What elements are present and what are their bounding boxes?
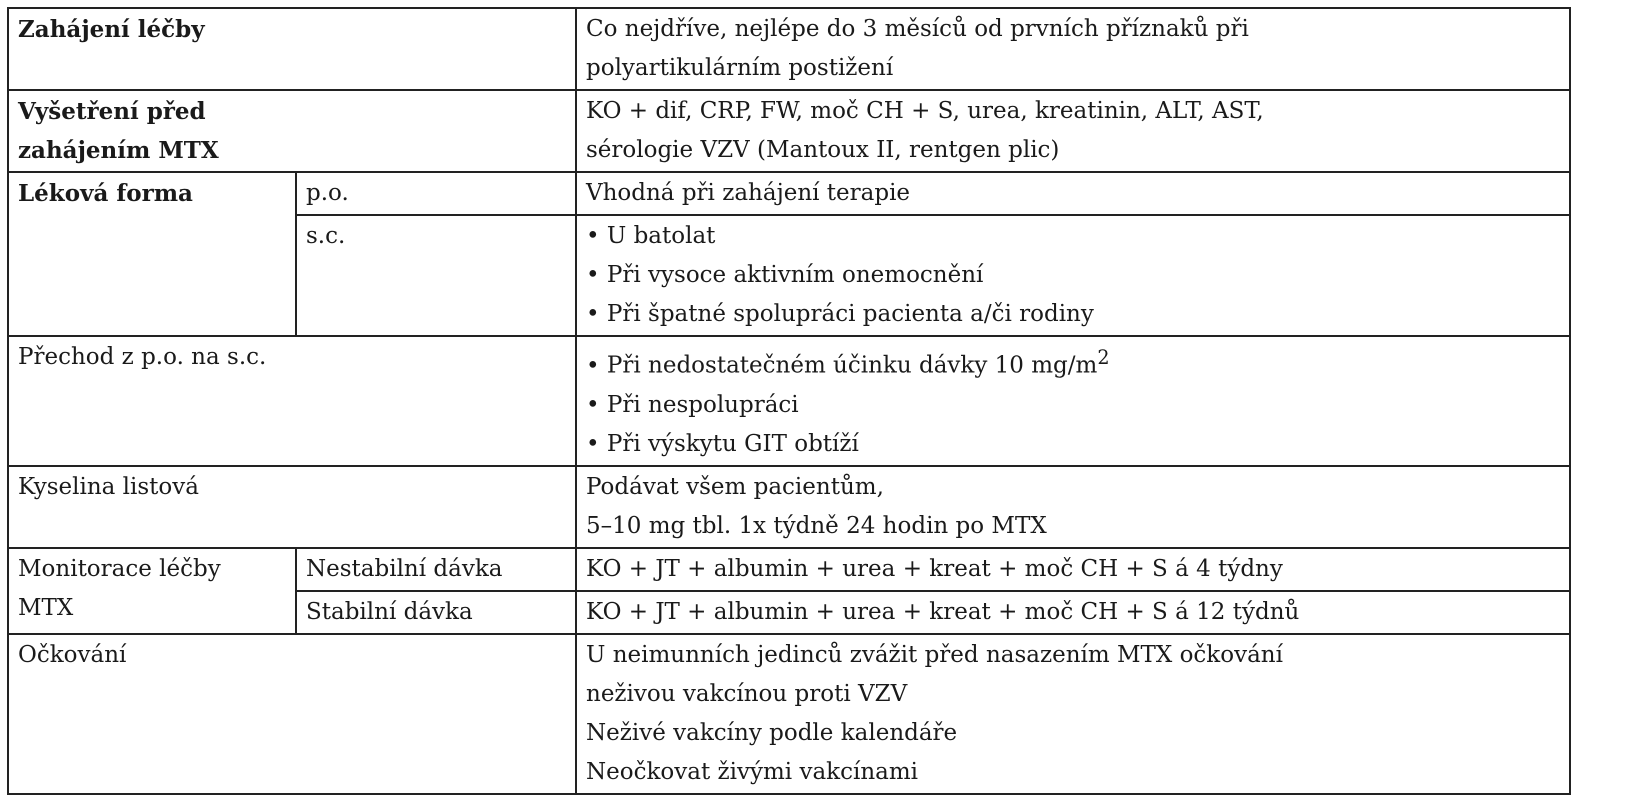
label-text: Zahájení léčby <box>18 16 205 43</box>
value-unstable-dose <box>576 548 1570 591</box>
value-treatment-start <box>576 8 1570 90</box>
mtx-recommendations-table <box>7 7 1571 795</box>
value-switch-po-sc <box>576 336 1570 466</box>
sub-label-sc <box>296 215 576 336</box>
bullet-item: • Při vysoce aktivním onemocnění <box>586 256 1561 295</box>
row-dosage-form-po <box>8 172 1570 215</box>
value-line: U neimunních jedinců zvážit před nasazením MTX očkování <box>586 641 1283 668</box>
value-line: Podávat všem pacientům, <box>586 473 884 500</box>
value-line: Neživé vakcíny podle kalendáře <box>586 719 958 746</box>
value-line: Neočkovat živými vakcínami <box>586 758 919 785</box>
label-text: Přechod z p.o. na s.c. <box>18 344 267 370</box>
value-vaccination <box>576 634 1570 794</box>
bullet-item <box>586 338 1561 386</box>
row-treatment-start <box>8 8 1570 90</box>
label-switch-po-sc <box>8 336 576 466</box>
row-pre-mtx-exam <box>8 90 1570 172</box>
label-text: Léková forma <box>18 180 193 207</box>
row-folic-acid <box>8 466 1570 548</box>
label-monitoring <box>8 548 296 634</box>
value-line: Co nejdříve, nejlépe do 3 měsíců od prvních příznaků při <box>586 16 1249 42</box>
label-dosage-form <box>8 172 296 336</box>
label-vaccination <box>8 634 576 794</box>
value-stable-dose <box>576 591 1570 634</box>
label-pre-mtx-exam <box>8 90 576 172</box>
sub-label-text: Nestabilní dávka <box>306 555 503 582</box>
value-line: KO + dif, CRP, FW, moč CH + S, urea, kreatinin, ALT, AST, <box>586 98 1264 124</box>
sub-label-text: p.o. <box>306 180 349 206</box>
value-pre-mtx-exam <box>576 90 1570 172</box>
label-line: MTX <box>18 594 74 621</box>
sub-label-stable-dose <box>296 591 576 634</box>
bullet-text: Při nedostatečném účinku dávky 10 mg/m <box>606 352 1098 379</box>
value-line: Vhodná při zahájení terapie <box>586 180 911 206</box>
label-text: Očkování <box>18 641 127 668</box>
value-line: neživou vakcínou proti VZV <box>586 680 908 707</box>
value-line: KO + JT + albumin + urea + kreat + moč CH + S á 4 týdny <box>586 555 1283 582</box>
value-line: 5–10 mg tbl. 1x týdně 24 hodin po MTX <box>586 512 1047 539</box>
value-folic-acid <box>576 466 1570 548</box>
value-line: polyartikulárním postižení <box>586 55 894 81</box>
sub-label-text: s.c. <box>306 223 346 249</box>
label-text: Kyselina listová <box>18 473 199 500</box>
label-folic-acid <box>8 466 576 548</box>
row-vaccination <box>8 634 1570 794</box>
bullet-item: • Při výskytu GIT obtíží <box>586 425 1561 464</box>
value-line: KO + JT + albumin + urea + kreat + moč CH + S á 12 týdnů <box>586 598 1300 625</box>
label-line: zahájením MTX <box>18 137 219 164</box>
value-sc <box>576 215 1570 336</box>
bullet-item: • U batolat <box>586 217 1561 256</box>
value-line: sérologie VZV (Mantoux II, rentgen plic) <box>586 137 1060 163</box>
bullet-item: • Při špatné spolupráci pacienta a/či rodiny <box>586 295 1561 334</box>
label-treatment-start <box>8 8 576 90</box>
label-line: Vyšetření před <box>18 98 206 125</box>
sub-label-po <box>296 172 576 215</box>
value-po <box>576 172 1570 215</box>
bullet-item: • Při nespolupráci <box>586 386 1561 425</box>
sub-label-text: Stabilní dávka <box>306 598 473 625</box>
label-line: Monitorace léčby <box>18 555 221 582</box>
row-monitoring-unstable <box>8 548 1570 591</box>
superscript: 2 <box>1097 346 1110 369</box>
row-switch-po-sc <box>8 336 1570 466</box>
sub-label-unstable-dose <box>296 548 576 591</box>
